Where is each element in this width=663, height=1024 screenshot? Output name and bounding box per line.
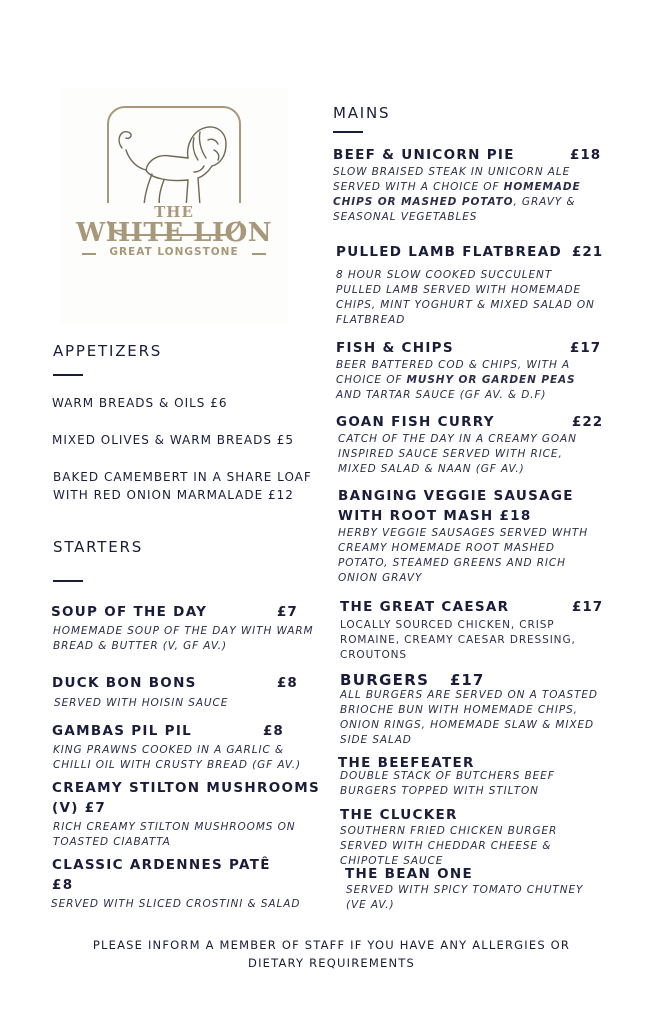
starter-description: HOMEMADE SOUP OF THE DAY WITH WARM BREAD & BUTTER (V, GF AV.)	[53, 625, 314, 652]
starter-description: RICH CREAMY STILTON MUSHROOMS ON TOASTED CIABATTA	[53, 821, 296, 848]
starters-rule	[53, 580, 83, 582]
main-price: £17	[570, 340, 602, 356]
main-title: BURGERS	[340, 671, 430, 689]
main-price: £17	[572, 599, 604, 615]
desc-text: SLOW BRAISED STEAK IN UNICORN ALE SERVED WITH A CHOICE OF	[333, 166, 571, 193]
starter-title: DUCK BON BONS	[52, 675, 197, 691]
main-description	[333, 165, 595, 225]
starters-heading: STARTERS	[53, 538, 144, 556]
appetizers-heading: APPETIZERS	[53, 342, 163, 360]
main-title: THE BEAN ONE	[345, 866, 473, 882]
main-description: DOUBLE STACK OF BUTCHERS BEEF BURGERS TOPPED WITH STILTON	[340, 770, 555, 797]
main-description: LOCALLY SOURCED CHICKEN, CRISP ROMAINE, CREAMY CAESAR DRESSING, CROUTONS	[340, 619, 576, 661]
desc-text: AND TARTAR SAUCE (GF AV. & D.F)	[336, 389, 547, 401]
desc-bold-text: HOMEMADE CHIPS OR MASHED POTATO	[333, 181, 581, 208]
appetizer-item: WITH RED ONION MARMALADE £12	[53, 488, 294, 502]
main-title: THE CLUCKER	[340, 807, 458, 823]
main-description: 8 HOUR SLOW COOKED SUCCULENT PULLED LAMB SERVED WITH HOMEMADE CHIPS, MINT YOGHURT & MIXED SALAD ON FLATBREAD	[336, 269, 595, 326]
pub-logo	[60, 88, 288, 324]
main-description: ALL BURGERS ARE SERVED ON A TOASTED BRIOCHE BUN WITH HOMEMADE CHIPS, ONION RINGS, HOMEMADE SLAW & MIXED SIDE SALAD	[340, 689, 598, 746]
mains-rule	[333, 131, 363, 133]
logo-name-text: WHITE LION	[75, 218, 272, 248]
allergy-notice-line: DIETARY REQUIREMENTS	[248, 956, 415, 970]
starter-title: £8	[52, 877, 74, 893]
desc-text: BEER BATTERED COD & CHIPS, WITH A CHOICE OF	[336, 359, 571, 386]
appetizer-item: WARM BREADS & OILS £6	[52, 396, 228, 410]
main-price: £22	[572, 414, 604, 430]
main-price: £17	[450, 671, 485, 689]
logo-rule-right	[252, 253, 266, 255]
appetizer-item: BAKED CAMEMBERT IN A SHARE LOAF	[53, 470, 312, 484]
main-title: PULLED LAMB FLATBREAD	[336, 244, 562, 260]
main-price: £21	[572, 244, 604, 260]
starter-title: GAMBAS PIL PIL	[52, 723, 193, 739]
main-description: HERBY VEGGIE SAUSAGES SERVED WHTH CREAMY HOMEMADE ROOT MASHED POTATO, STEAMED GREENS AND RICH ONION GRAVY	[338, 527, 589, 584]
starter-description: KING PRAWNS COOKED IN A GARLIC & CHILLI OIL WITH CRUSTY BREAD (GF AV.)	[53, 744, 301, 771]
main-description: SOUTHERN FRIED CHICKEN BURGER SERVED WITH CHEDDAR CHEESE & CHIPOTLE SAUCE	[340, 825, 558, 867]
logo-the-text: THE	[60, 203, 288, 221]
appetizers-rule	[53, 374, 83, 376]
desc-text: , GRAVY & SEASONAL VEGETABLES	[333, 196, 576, 223]
mains-heading: MAINS	[333, 104, 391, 122]
main-title: THE BEEFEATER	[338, 755, 475, 771]
starter-price: £8	[263, 723, 284, 739]
allergy-notice	[60, 936, 603, 972]
main-description	[336, 358, 598, 403]
appetizer-item: MIXED OLIVES & WARM BREADS £5	[52, 433, 295, 447]
starter-title: CREAMY STILTON MUSHROOMS	[52, 780, 321, 796]
starter-price: £8	[277, 675, 298, 691]
allergy-notice-line: PLEASE INFORM A MEMBER OF STAFF IF YOU HAVE ANY ALLERGIES OR	[92, 938, 571, 952]
main-title: WITH ROOT MASH £18	[338, 508, 532, 524]
main-title: BEEF & UNICORN PIE	[333, 147, 515, 163]
starter-price: £7	[277, 604, 298, 620]
main-description: CATCH OF THE DAY IN A CREAMY GOAN INSPIRED SAUCE SERVED WITH RICE, MIXED SALAD & NAAN (GF AV.)	[338, 433, 577, 475]
starter-description: SERVED WITH SLICED CROSTINI & SALAD	[51, 898, 301, 910]
main-title: BANGING VEGGIE SAUSAGE	[338, 488, 574, 504]
logo-location-text: GREAT LONGSTONE	[109, 246, 239, 258]
main-price: £18	[570, 147, 602, 163]
starter-title: (V) £7	[52, 800, 107, 816]
main-title: FISH & CHIPS	[336, 340, 454, 356]
desc-bold-text: MUSHY OR GARDEN PEAS	[406, 374, 576, 386]
starter-title: SOUP OF THE DAY	[51, 604, 208, 620]
starter-description: SERVED WITH HOISIN SAUCE	[54, 697, 229, 709]
main-description: SERVED WITH SPICY TOMATO CHUTNEY (VE AV.)	[346, 884, 584, 911]
main-title: THE GREAT CAESAR	[340, 599, 510, 615]
main-title: GOAN FISH CURRY	[336, 414, 495, 430]
starter-title: CLASSIC ARDENNES PATÊ	[52, 857, 271, 873]
